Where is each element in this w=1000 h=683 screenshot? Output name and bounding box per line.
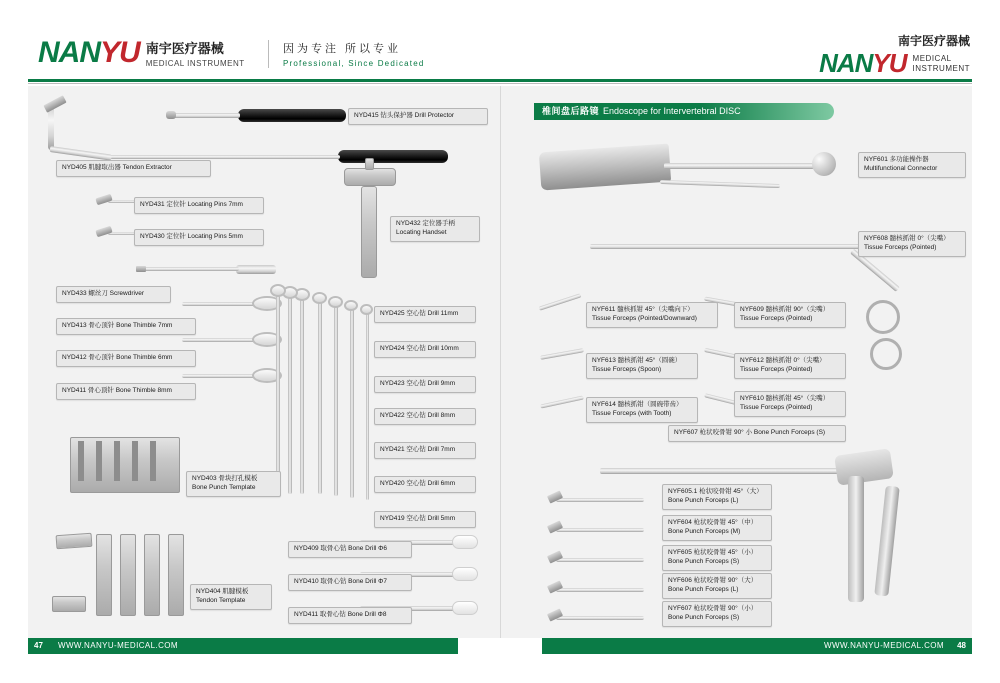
label-nyd409-line1: NYD409 取骨心钻 Bone Drill Φ6 [294,545,387,552]
label-nyd424[interactable] [374,341,476,358]
footer-page-number-right: 48 [957,641,966,650]
label-nyf611-line1: NYF611 髓核抓钳 45°（尖嘴向下） [592,306,694,313]
label-nyf607-small-90-line1: NYF607 枪状咬骨钳 90° 小 Bone Punch Forceps (S) [674,429,826,436]
label-nyf606[interactable] [662,573,772,599]
label-nyd419-line1: NYD419 空心钻 Drill 5mm [380,515,456,522]
slogan-cn: 因为专注 所以专业 [283,43,402,55]
label-nyd423[interactable] [374,376,476,393]
label-nyd431[interactable] [134,197,264,214]
label-nyf613[interactable] [586,353,698,379]
label-nyf612-line2: Tissue Forceps (Pointed) [740,365,813,373]
label-nyd411-bone-drill-line1: NYD411 取骨心钻 Bone Drill Φ8 [294,611,387,618]
header-divider-thin [28,83,972,84]
instrument-bone-thimble-6mm-shaft [182,338,260,342]
instrument-locating-handset-knob [365,158,374,170]
instrument-bone-drill-6-tip [452,535,478,549]
label-nyd412[interactable] [56,350,196,367]
template-slot-4 [132,441,138,481]
instrument-drill-5mm [276,290,280,494]
label-nyf607-line2: Bone Punch Forceps (S) [668,613,740,621]
label-nyf607-line1: NYF607 枪状咬骨钳 90°（小） [668,605,758,612]
brand-logo-left [38,38,245,68]
label-nyf610-line1: NYF610 髓核抓钳 45°（尖嘴） [740,395,830,402]
instrument-drill-7mm [366,310,369,500]
brand-wordmark-right-part2: YU [872,48,907,78]
label-nyf613-line1: NYF613 髓核抓钳 45°（圆碗） [592,357,682,364]
label-nyf609-line2: Tissue Forceps (Pointed) [740,314,813,322]
label-nyf608-line2: Tissue Forceps (Pointed) [864,243,937,251]
instrument-bone-punch-template [70,437,180,493]
footer-url-right[interactable]: WWW.NANYU-MEDICAL.COM [824,641,944,650]
brand-name-en: MEDICAL INSTRUMENT [145,59,245,68]
brand-wordmark-right-part1: NAN [819,48,873,78]
label-nyf604-line2: Bone Punch Forceps (M) [668,527,741,535]
label-nyd404[interactable] [190,584,272,610]
instrument-punch-row-1 [556,498,644,502]
instrument-bone-thimble-7mm-shaft [182,302,260,306]
instrument-drill-9mm [334,302,338,496]
page-spine-divider [500,86,501,638]
section-title-cn: 椎间盘后路镜 [542,106,600,116]
label-nyd422-line1: NYD422 空心钻 Drill 8mm [380,412,456,419]
label-nyf601-line1: NYF601 多功能操作器 [864,156,929,163]
label-nyf605-line2: Bone Punch Forceps (S) [668,557,740,565]
instrument-screwdriver-grip [236,265,276,274]
label-nyd415-line1: NYD415 钻头保护器 Drill Protector [354,112,455,119]
label-nyd412-line1: NYD412 骨心顶针 Bone Thimble 6mm [62,354,173,361]
label-nyd410[interactable] [288,574,412,591]
instrument-tissue-forceps-ring-1 [866,300,900,334]
label-nyd425-line1: NYD425 空心钻 Drill 11mm [380,310,459,317]
instrument-locating-handset-crossbar [344,168,396,186]
footer-url-left[interactable]: WWW.NANYU-MEDICAL.COM [58,641,178,650]
label-nyf611-line2: Tissue Forceps (Pointed/Downward) [592,314,697,322]
slogan-en: Professional, Since Dedicated [283,59,425,68]
label-nyd403-line1: NYD403 骨块打孔模板 [192,475,258,482]
instrument-tendon-template-plate-3 [144,534,160,616]
brand-wordmark [38,38,140,68]
instrument-drill-6mm [288,292,292,494]
instrument-tendon-extractor-shaft [108,155,340,159]
label-nyd405[interactable] [56,160,211,177]
brand-wordmark-right [819,50,906,76]
label-nyf605-1-line1: NYF605.1 枪状咬骨钳 45°（大） [668,488,763,495]
label-nyd411-bone-drill[interactable] [288,607,412,624]
label-nyd433[interactable] [56,286,171,303]
label-nyf612-line1: NYF612 髓核抓钳 0°（尖嘴） [740,357,826,364]
label-nyd433-line1: NYD433 螺丝刀 Screwdriver [62,290,144,297]
instrument-drill-10mm [318,298,322,494]
footer-page-number-left: 47 [34,641,43,650]
label-nyd432-line1: NYD432 定位器手柄 [396,220,455,227]
instrument-drill-8mm-head [344,300,358,311]
label-nyd410-line1: NYD410 取骨心钻 Bone Drill Φ7 [294,578,387,585]
template-slot-2 [96,441,102,481]
instrument-punch-row-2 [556,528,644,532]
label-nyd432-line2: Locating Handset [396,228,447,236]
section-title-en: Endoscope for Intervertebral DISC [603,106,741,116]
label-nyf612[interactable] [734,353,846,379]
brand-wordmark-part1: NAN [38,36,100,69]
label-nyf606-line1: NYF606 枪状咬骨钳 90°（大） [668,577,758,584]
instrument-drill-5mm-head [270,284,286,297]
instrument-tissue-forceps-pointed-shaft [590,244,860,249]
brand-wordmark-part2: YU [100,36,140,69]
label-nyf608[interactable] [858,231,966,257]
instrument-drill-10mm-head [312,292,327,304]
label-nyd423-line1: NYD423 空心钻 Drill 9mm [380,380,456,387]
instrument-tendon-template-small [56,533,93,549]
brand-sub-medical: MEDICAL [912,54,952,63]
label-nyd419[interactable] [374,511,476,528]
instrument-tissue-forceps-ring-2 [870,338,902,370]
label-nyd415[interactable] [348,108,488,125]
instrument-tendon-extractor-handle [338,150,448,163]
label-nyf605-1[interactable] [662,484,772,510]
label-nyd430[interactable] [134,229,264,246]
label-nyd403[interactable] [186,471,281,497]
label-nyf601[interactable] [858,152,966,178]
instrument-punch-row-3 [556,558,644,562]
label-nyf607-small-90[interactable] [668,425,846,442]
section-title-endoscope [534,103,834,120]
instrument-drill-11mm [300,294,304,494]
instrument-screwdriver-tip [136,266,146,272]
label-nyf614-line2: Tissue Forceps (with Tooth) [592,409,672,417]
instrument-tendon-template-plate-4 [168,534,184,616]
instrument-bone-punch-large-shaft [600,468,850,474]
label-nyd421-line1: NYD421 空心钻 Drill 7mm [380,446,456,453]
label-nyf605-1-line2: Bone Punch Forceps (L) [668,496,739,504]
label-nyf606-line2: Bone Punch Forceps (L) [668,585,739,593]
template-slot-1 [78,441,84,481]
label-nyd422[interactable] [374,408,476,425]
instrument-drill-8mm [350,306,354,498]
header-divider [28,79,972,82]
brand-name-cn-right: 南宇医疗器械 [897,34,970,48]
label-nyd421[interactable] [374,442,476,459]
label-nyf613-line2: Tissue Forceps (Spoon) [592,365,662,373]
label-nyd409[interactable] [288,541,412,558]
instrument-drill-protector-shaft [172,113,240,118]
instrument-drill-protector-tip [166,111,176,119]
instrument-tendon-template-plate-2 [120,534,136,616]
label-nyf604[interactable] [662,515,772,541]
label-nyd425[interactable] [374,306,476,323]
label-nyf614[interactable] [586,397,698,423]
label-nyd420-line1: NYD420 空心钻 Drill 6mm [380,480,456,487]
label-nyf605[interactable] [662,545,772,571]
label-nyd420[interactable] [374,476,476,493]
label-nyd404-line1: NYD404 肌腱模板 [196,588,249,595]
label-nyf607[interactable] [662,601,772,627]
label-nyd432[interactable] [390,216,480,242]
instrument-tendon-template-small2 [52,596,86,612]
instrument-multifunctional-connector-knob [812,152,836,176]
label-nyd404-line2: Tendon Template [196,596,246,604]
template-slot-3 [114,441,120,481]
template-slot-5 [150,441,156,481]
label-nyd413[interactable] [56,318,196,335]
label-nyd411[interactable] [56,383,196,400]
instrument-bone-thimble-8mm-shaft [182,374,260,378]
instrument-bone-punch-large-handle-fixed [848,476,864,602]
label-nyf609-line1: NYF609 髓核抓钳 90°（尖嘴） [740,306,830,313]
instrument-punch-row-4 [556,588,644,592]
instrument-multifunctional-connector-shaft [664,163,814,169]
label-nyd431-line1: NYD431 定位针 Locating Pins 7mm [140,201,243,208]
brand-slogan [268,40,425,68]
label-nyd403-line2: Bone Punch Template [192,483,256,491]
label-nyf601-line2: Multifunctional Connector [864,164,938,172]
instrument-screwdriver-shaft [144,267,239,271]
label-nyf605-line1: NYF605 枪状咬骨钳 45°（小） [668,549,758,556]
brand-name-cn: 南宇医疗器械 [145,41,224,56]
label-nyd413-line1: NYD413 骨心顶针 Bone Thimble 7mm [62,322,173,329]
label-nyd430-line1: NYD430 定位针 Locating Pins 5mm [140,233,243,240]
page-footer [28,638,972,654]
instrument-locating-handset-stem [361,186,377,278]
instrument-drill-9mm-head [328,296,343,308]
label-nyf611[interactable] [586,302,718,328]
instrument-bone-drill-8-tip [452,601,478,615]
instrument-tendon-template-plate-1 [96,534,112,616]
brand-logo-right [819,32,970,76]
label-nyf610-line2: Tissue Forceps (Pointed) [740,403,813,411]
page-header [0,0,1000,82]
label-nyd411-line1: NYD411 骨心顶针 Bone Thimble 8mm [62,387,172,394]
label-nyd424-line1: NYD424 空心钻 Drill 10mm [380,345,459,352]
instrument-drill-protector-handle [238,109,346,122]
label-nyf604-line1: NYF604 枪状咬骨钳 45°（中） [668,519,758,526]
label-nyf609[interactable] [734,302,846,328]
instrument-punch-row-5 [556,616,644,620]
brand-sub-instrument: INSTRUMENT [912,64,970,73]
label-nyd405-line1: NYD405 肌腱取出器 Tendon Extractor [62,164,172,171]
label-nyf608-line1: NYF608 髓核抓钳 0°（尖嘴） [864,235,950,242]
label-nyf610[interactable] [734,391,846,417]
instrument-drill-7mm-head [360,304,373,315]
label-nyf614-line1: NYF614 髓核抓钳（圆碗带齿） [592,401,683,408]
instrument-bone-drill-7-tip [452,567,478,581]
